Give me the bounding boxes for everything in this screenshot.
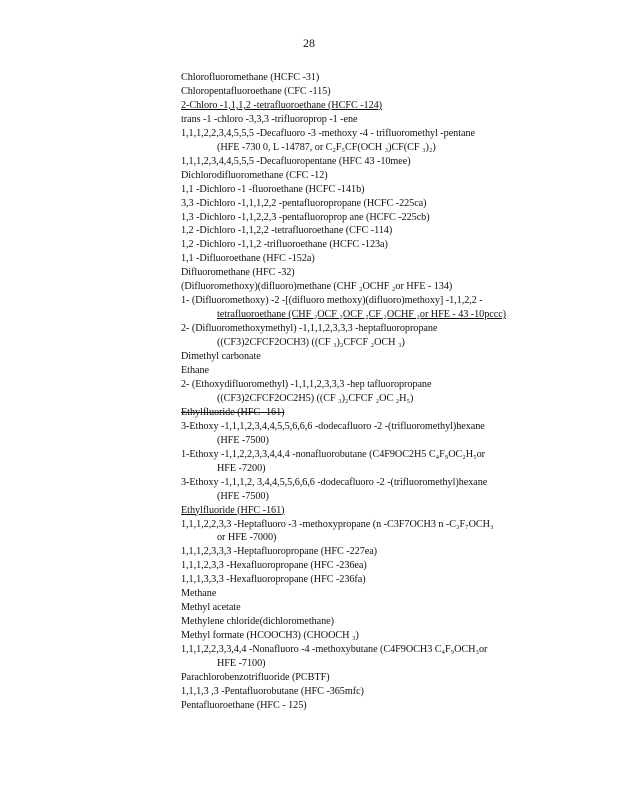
compound-line	[181, 71, 581, 85]
compound-line-text: Pentafluoroethane (HFC - 125)	[181, 699, 307, 711]
compound-line-text: 1,2 -Dichloro -1,1,2,2 -tetrafluoroethane (CFC -114)	[181, 225, 393, 237]
page-number: 28	[303, 36, 315, 50]
compound-line	[181, 169, 581, 183]
compound-line	[181, 155, 581, 169]
compound-line-text: 1,1,1,2,2,3,3,4,4 -Nonafluoro -4 -methoxybutane (C4F9OCH3 C₄F₉OCH₃or	[181, 644, 488, 656]
compound-line	[181, 127, 581, 141]
compound-line	[181, 545, 581, 559]
compound-line-text: Chlorofluoromethane (HCFC -31)	[181, 72, 320, 83]
compound-line-continuation	[181, 531, 581, 545]
compound-line-text: Ethylfluoride (HFC -161)	[181, 406, 285, 418]
compound-line-continuation	[181, 434, 581, 448]
compound-line-text: 1,1,1,2,2,3,4,5,5,5 -Decafluoro -3 -methoxy -4 - trifluoromethyl -pentane	[181, 127, 475, 139]
compound-line-text: (HFE -7500)	[217, 434, 269, 446]
compound-line	[181, 85, 581, 99]
compound-line-text: 2- (Ethoxydifluoromethyl) -1,1,1,2,3,3,3 -hep tafluoropropane	[181, 378, 432, 390]
compound-line-text: (HFE -7500)	[217, 490, 269, 502]
compound-line	[181, 183, 581, 197]
compound-line-text: 1,1,1,3,3,3 -Hexafluoropropane (HFC -236fa)	[181, 574, 366, 586]
compound-line-text: 1,3 -Dichloro -1,1,2,2,3 -pentafluoroprop ane (HCFC -225cb)	[181, 211, 430, 223]
compound-line-text: 3-Ethoxy -1,1,1,2,3,4,4,5,5,6,6,6 -dodecafluoro -2 -(trifluoromethyl)hexane	[181, 420, 485, 432]
compound-line	[181, 448, 581, 462]
compound-line	[181, 113, 581, 127]
compound-line	[181, 671, 581, 685]
compound-line-text: 3-Ethoxy -1,1,1,2, 3,4,4,5,5,6,6,6 -dodecafluoro -2 -(trifluoromethyl)hexane	[181, 476, 488, 488]
compound-line-text: Ethane	[181, 365, 209, 377]
compound-line-continuation	[181, 462, 581, 476]
compound-line-text: 1- (Difluoromethoxy) -2 -[(difluoro methoxy)(difluoro)methoxy] -1,1,2,2 -	[181, 295, 483, 307]
compound-line	[181, 476, 581, 490]
compound-line	[181, 406, 581, 420]
compound-line-continuation	[181, 336, 581, 350]
compound-list	[181, 71, 581, 713]
compound-line-text: 1,1,1,2,3,4,4,5,5,5 -Decafluoropentane (HFC 43 -10mee)	[181, 155, 411, 167]
compound-line-text: Dichlorodifluoromethane (CFC -12)	[181, 169, 328, 181]
compound-line-text: Methylene chloride(dichloromethane)	[181, 616, 334, 628]
compound-line-text: Methyl acetate	[181, 602, 241, 614]
compound-line	[181, 587, 581, 601]
compound-line	[181, 280, 581, 294]
compound-line-text: HFE -7100)	[217, 658, 266, 670]
compound-line	[181, 559, 581, 573]
compound-line	[181, 364, 581, 378]
compound-line-text: tetrafluoroethane (CHF ₂OCF ₂OCF ₂CF ₂OCHF ₂or HFE - 43 -10pccc)	[217, 309, 507, 321]
compound-line-text: 2-Chloro -1,1,1,2 -tetrafluoroethane (HCFC -124)	[181, 99, 383, 111]
compound-line	[181, 518, 581, 532]
compound-line-text: 1,1 -Dichloro -1 -fluoroethane (HCFC -141b)	[181, 183, 365, 195]
compound-line-text: (HFE -730 0, L -14787, or C₂F₅CF(OCH ₃)CF(CF ₃)₂)	[217, 141, 436, 153]
compound-line-text: or HFE -7000)	[217, 532, 277, 544]
compound-line	[181, 224, 581, 238]
compound-line	[181, 629, 581, 643]
compound-line-text: Chloropentafluoroethane (CFC -115)	[181, 85, 331, 97]
compound-line-text: ((CF3)2CFCF2OCH3) ((CF ₃)₂CFCF ₂OCH ₃)	[217, 337, 405, 349]
compound-line	[181, 601, 581, 615]
compound-line-continuation	[181, 308, 581, 322]
compound-line	[181, 350, 581, 364]
compound-line-text: Difluoromethane (HFC -32)	[181, 267, 295, 279]
compound-line-text: Methyl formate (HCOOCH3) (CHOOCH ₃)	[181, 630, 359, 642]
compound-line-continuation	[181, 490, 581, 504]
compound-line	[181, 238, 581, 252]
compound-line	[181, 266, 581, 280]
compound-line	[181, 504, 581, 518]
compound-line-text: ((CF3)2CFCF2OC2H5) ((CF ₃)₂CFCF ₂OC ₂H₅)	[217, 392, 414, 404]
compound-line-continuation	[181, 657, 581, 671]
compound-line	[181, 322, 581, 336]
compound-line	[181, 378, 581, 392]
compound-line-text: 3,3 -Dichloro -1,1,1,2,2 -pentafluoropropane (HCFC -225ca)	[181, 197, 427, 209]
compound-line	[181, 699, 581, 713]
compound-line	[181, 573, 581, 587]
compound-line	[181, 99, 581, 113]
compound-line-continuation	[181, 392, 581, 406]
compound-line-text: 1,1,1,2,3,3 -Hexafluoropropane (HFC -236ea)	[181, 560, 367, 572]
compound-line-text: 1,1,1,2,2,3,3 -Heptafluoro -3 -methoxypropane (n -C3F7OCH3 n -C₃F₇OCH₃	[181, 518, 494, 530]
compound-line-text: 2- (Difluoromethoxymethyl) -1,1,1,2,3,3,3 -heptafluoropropane	[181, 323, 438, 335]
compound-line	[181, 211, 581, 225]
compound-line	[181, 685, 581, 699]
compound-line	[181, 294, 581, 308]
compound-line	[181, 615, 581, 629]
compound-line-text: 1,1,1,3 ,3 -Pentafluorobutane (HFC -365mfc)	[181, 685, 364, 697]
compound-line	[181, 197, 581, 211]
compound-line-text: HFE -7200)	[217, 462, 266, 474]
compound-line	[181, 420, 581, 434]
compound-line	[181, 643, 581, 657]
compound-line-text: trans -1 -chloro -3,3,3 -trifluoroprop -1 -ene	[181, 113, 358, 125]
compound-line	[181, 252, 581, 266]
compound-line-text: 1,2 -Dichloro -1,1,2 -trifluoroethane (HCFC -123a)	[181, 239, 388, 251]
compound-line-text: (Difluoromethoxy)(difluoro)methane (CHF ₂OCHF ₂or HFE - 134)	[181, 281, 453, 293]
compound-line-text: Dimethyl carbonate	[181, 351, 261, 363]
compound-line-continuation	[181, 141, 581, 155]
compound-line-text: Parachlorobenzotrifluoride (PCBTF)	[181, 671, 330, 683]
compound-line-text: 1-Ethoxy -1,1,2,2,3,3,4,4,4 -nonafluorobutane (C4F9OC2H5 C₄F₉OC₂H₅or	[181, 448, 485, 460]
compound-line-text: Methane	[181, 588, 217, 600]
compound-line-text: 1,1,1,2,3,3,3 -Heptafluoropropane (HFC -227ea)	[181, 546, 378, 558]
compound-line-text: 1,1 -Difluoroethane (HFC -152a)	[181, 253, 315, 265]
compound-line-text: Ethylfluoride (HFC -161)	[181, 504, 285, 516]
